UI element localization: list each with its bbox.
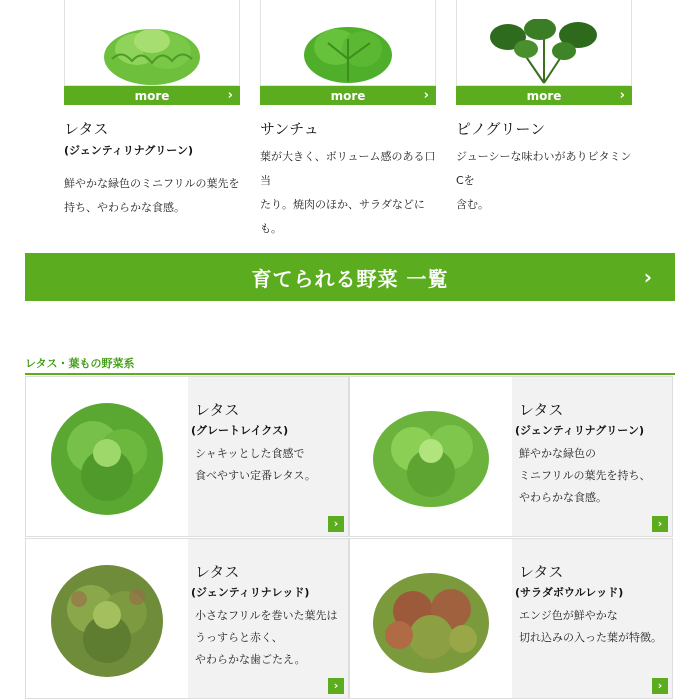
grid-card-salad-bowl-red[interactable]: [349, 538, 673, 699]
chevron-right-icon[interactable]: ›: [328, 678, 344, 694]
section-title: レタス・葉もの野菜系: [25, 357, 135, 370]
product-variety: (ジェンティリナレッド): [191, 586, 310, 599]
sanchu-image: [288, 19, 408, 85]
product-description: ジューシーな味わいがありビタミンCを 含む。: [456, 150, 632, 211]
chevron-right-icon: ›: [619, 88, 625, 103]
product-description: 鮮やかな緑色のミニフリルの葉先を 持ち、やわらかな食感。: [64, 177, 240, 214]
product-description: 葉が大きく、ボリューム感のある口当 たり。焼肉のほか、サラダなどにも。: [260, 150, 436, 235]
product-name: レタス: [195, 401, 240, 419]
product-card-pino-green: [456, 0, 632, 217]
chevron-right-icon[interactable]: ›: [328, 516, 344, 532]
product-name: サンチュ: [260, 120, 319, 138]
product-name: レタス: [519, 563, 564, 581]
pino-green-image: [474, 19, 614, 85]
product-name: ピノグリーン: [456, 120, 546, 138]
product-name: レタス: [64, 120, 109, 138]
lettuce-image: [350, 377, 512, 536]
product-variety: (ジェンティリナグリーン): [515, 424, 645, 437]
grid-card-gentilina-green[interactable]: [349, 376, 673, 537]
product-name: レタス: [195, 563, 240, 581]
more-button[interactable]: more ›: [260, 86, 436, 105]
product-image[interactable]: [64, 0, 240, 86]
vegetable-list-button[interactable]: [25, 253, 675, 301]
chevron-right-icon: ›: [643, 265, 653, 289]
lettuce-image: [26, 539, 188, 698]
more-button[interactable]: more ›: [456, 86, 632, 105]
grid-card-gentilina-red[interactable]: [25, 538, 349, 699]
product-description: エンジ色が鮮やかな 切れ込みの入った葉が特徴。: [519, 609, 662, 644]
lettuce-image: [26, 377, 188, 536]
product-image[interactable]: [260, 0, 436, 86]
chevron-right-icon: ›: [423, 88, 429, 103]
product-variety: (グレートレイクス): [191, 424, 289, 437]
section-divider: [25, 373, 675, 375]
product-variety: (ジェンティリナグリーン): [64, 144, 194, 157]
product-variety: (サラダボウルレッド): [515, 586, 624, 599]
product-name: レタス: [519, 401, 564, 419]
chevron-right-icon: ›: [227, 88, 233, 103]
product-card-lettuce-gentilina-green: [64, 0, 240, 220]
grid-card-great-lakes[interactable]: [25, 376, 349, 537]
vegetable-list-label: 育てられる野菜 一覧: [251, 266, 449, 291]
product-image[interactable]: [456, 0, 632, 86]
lettuce-image: [92, 19, 212, 85]
chevron-right-icon[interactable]: ›: [652, 516, 668, 532]
more-button[interactable]: more ›: [64, 86, 240, 105]
product-description: 鮮やかな緑色の ミニフリルの葉先を持ち、 やわらかな食感。: [519, 447, 651, 504]
product-description: 小さなフリルを巻いた葉先は うっすらと赤く、 やわらかな歯ごたえ。: [195, 609, 338, 666]
product-description: シャキッとした食感で 食べやすい定番レタス。: [195, 447, 316, 482]
product-card-sanchu: [260, 0, 436, 241]
lettuce-image: [350, 539, 512, 698]
chevron-right-icon[interactable]: ›: [652, 678, 668, 694]
